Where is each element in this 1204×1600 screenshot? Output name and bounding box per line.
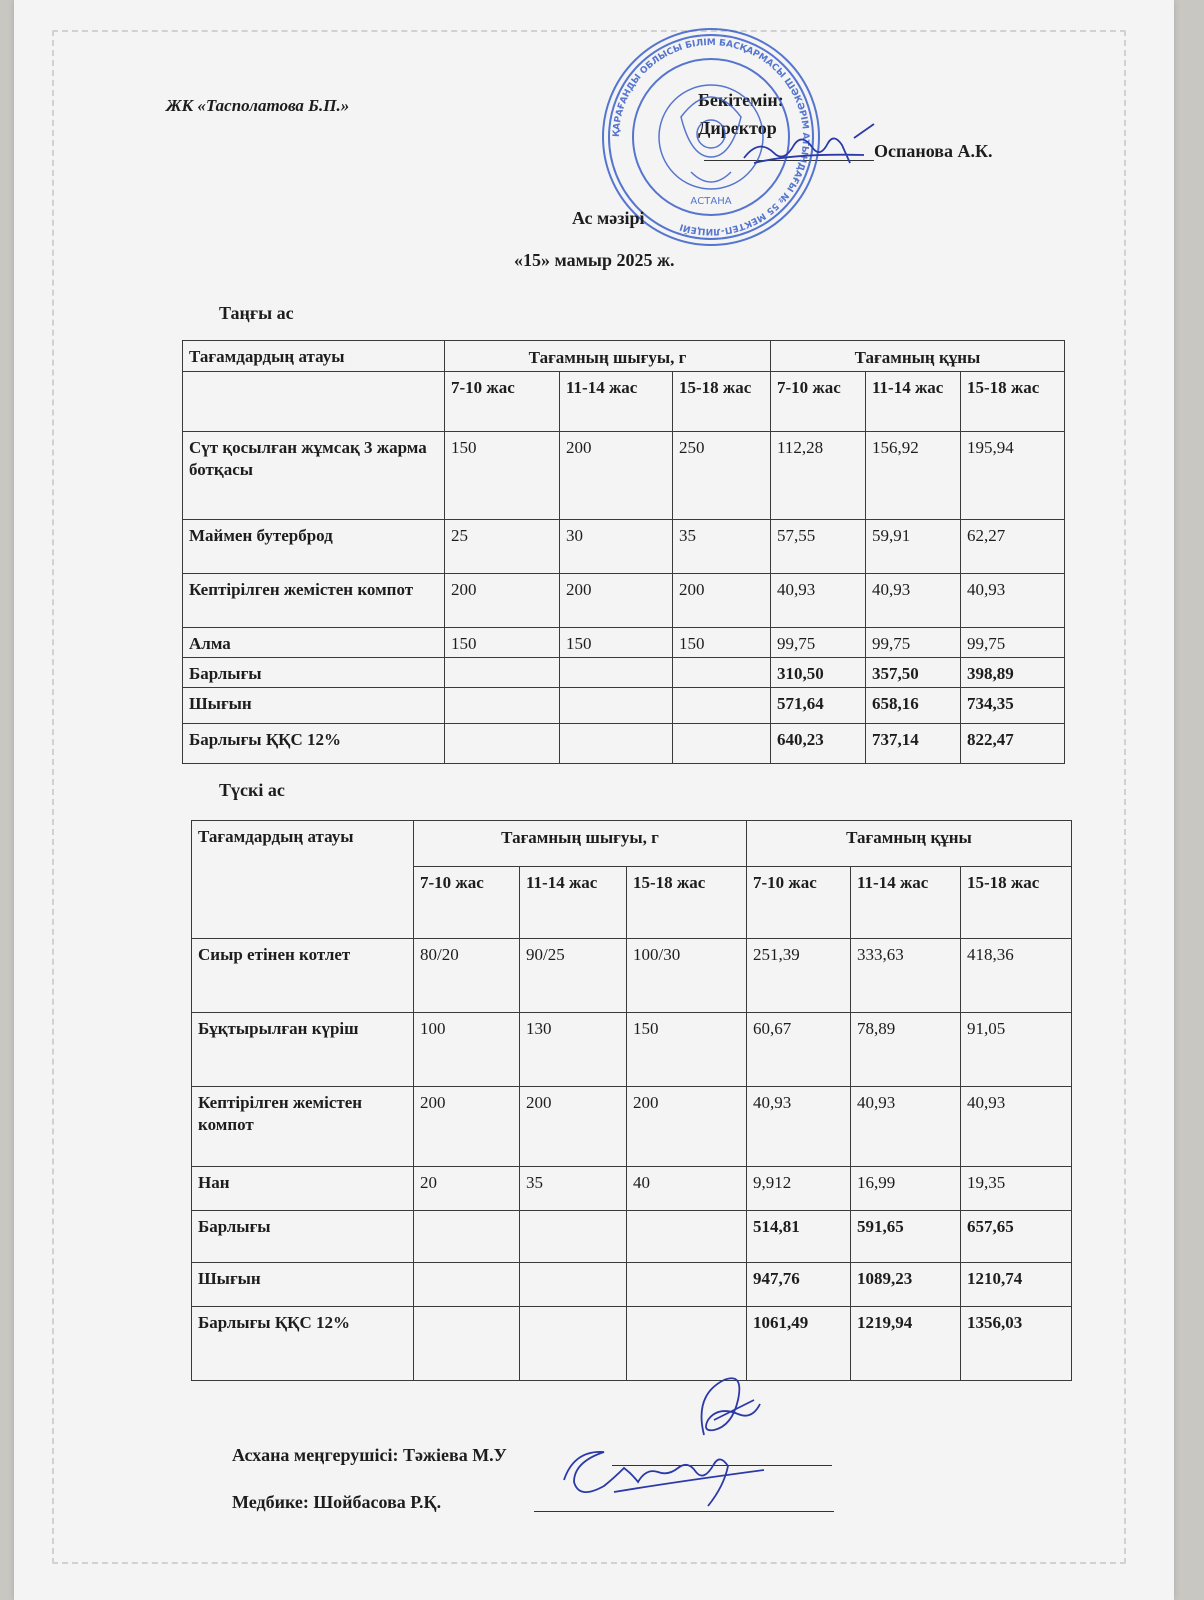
dish-name: Кептірілген жемістен компот (183, 574, 445, 628)
dish-name: Сүт қосылған жұмсақ 3 жарма ботқасы (183, 432, 445, 520)
total-cost-cell: 357,50 (866, 658, 961, 688)
total-cost-cell: 398,89 (961, 658, 1065, 688)
yield-cell: 150 (627, 1013, 747, 1087)
cost-cell: 59,91 (866, 520, 961, 574)
total-cost-cell: 737,14 (866, 724, 961, 764)
cost-cell: 40,93 (747, 1087, 851, 1167)
document-title: Ас мәзірі (572, 208, 645, 228)
cost-cell: 112,28 (771, 432, 866, 520)
cost-cell: 9,912 (747, 1167, 851, 1211)
header-age-cost: 11-14 жас (851, 867, 961, 939)
header-empty (183, 372, 445, 432)
total-row (192, 1211, 1072, 1263)
total-label: Шығын (192, 1263, 414, 1307)
total-cost-cell: 1219,94 (851, 1307, 961, 1381)
yield-cell: 30 (560, 520, 673, 574)
table-row (192, 1167, 1072, 1211)
cost-cell: 40,93 (866, 574, 961, 628)
cost-cell: 99,75 (866, 628, 961, 658)
approve-label: Бекітемін: (698, 90, 784, 110)
yield-cell: 200 (445, 574, 560, 628)
total-cost-cell: 1089,23 (851, 1263, 961, 1307)
cost-cell: 19,35 (961, 1167, 1072, 1211)
table-row (192, 939, 1072, 1013)
yield-cell: 200 (673, 574, 771, 628)
yield-cell: 200 (520, 1087, 627, 1167)
stamp-ring-text: ҚАРАҒАНДЫ ОБЛЫСЫ БІЛІМ БАСҚАРМАСЫ ШӘКӘРІМ АТЫНДАҒЫ № 55 МЕКТЕП-ЛИЦЕЙІ (611, 37, 811, 237)
nurse-label: Медбике: Шойбасова Р.Қ. (232, 1492, 442, 1512)
total-cost-cell: 734,35 (961, 688, 1065, 724)
table-row (183, 432, 1065, 520)
stamp-inner-text: АСТАНА (690, 196, 732, 207)
dish-name: Маймен бутерброд (183, 520, 445, 574)
yield-cell: 40 (627, 1167, 747, 1211)
table-row (183, 574, 1065, 628)
total-row (183, 688, 1065, 724)
yield-cell: 150 (560, 628, 673, 658)
header-dish-name: Тағамдардың атауы (192, 821, 414, 939)
lunch-table (191, 820, 1072, 1381)
kitchen-head-label: Асхана меңгерушісі: Тәжіева М.У (232, 1445, 507, 1465)
cost-cell: 251,39 (747, 939, 851, 1013)
header-cost: Тағамның құны (771, 341, 1065, 372)
yield-cell: 100 (414, 1013, 520, 1087)
header-yield: Тағамның шығуы, г (414, 821, 747, 867)
total-cost-cell: 640,23 (771, 724, 866, 764)
cost-cell: 40,93 (851, 1087, 961, 1167)
total-cost-cell: 310,50 (771, 658, 866, 688)
yield-cell: 200 (560, 574, 673, 628)
yield-cell: 80/20 (414, 939, 520, 1013)
yield-cell: 90/25 (520, 939, 627, 1013)
total-cost-cell: 1061,49 (747, 1307, 851, 1381)
header-age-cost: 7-10 жас (747, 867, 851, 939)
cost-cell: 418,36 (961, 939, 1072, 1013)
nurse-signature (554, 1440, 794, 1520)
cost-cell: 99,75 (961, 628, 1065, 658)
yield-cell: 130 (520, 1013, 627, 1087)
cost-cell: 60,67 (747, 1013, 851, 1087)
total-cost-cell: 1356,03 (961, 1307, 1072, 1381)
total-row (192, 1263, 1072, 1307)
total-label: Шығын (183, 688, 445, 724)
yield-cell: 150 (673, 628, 771, 658)
header-age-cost: 15-18 жас (961, 867, 1072, 939)
total-cost-cell: 658,16 (866, 688, 961, 724)
yield-cell: 250 (673, 432, 771, 520)
yield-cell: 100/30 (627, 939, 747, 1013)
header-age-yield: 7-10 жас (414, 867, 520, 939)
table-row (183, 520, 1065, 574)
total-cost-cell: 1210,74 (961, 1263, 1072, 1307)
breakfast-table (182, 340, 1065, 764)
yield-cell: 200 (414, 1087, 520, 1167)
header-age-cost: 15-18 жас (961, 372, 1065, 432)
total-row (183, 724, 1065, 764)
cost-cell: 333,63 (851, 939, 961, 1013)
yield-cell: 35 (520, 1167, 627, 1211)
document-sheet (14, 0, 1174, 1600)
yield-cell: 200 (627, 1087, 747, 1167)
cost-cell: 40,93 (771, 574, 866, 628)
header-yield: Тағамның шығуы, г (445, 341, 771, 372)
cost-cell: 195,94 (961, 432, 1065, 520)
yield-cell: 200 (560, 432, 673, 520)
cost-cell: 57,55 (771, 520, 866, 574)
total-row (192, 1307, 1072, 1381)
director-name: Оспанова А.К. (874, 141, 993, 161)
yield-cell: 25 (445, 520, 560, 574)
header-age-cost: 11-14 жас (866, 372, 961, 432)
header-cost: Тағамның құны (747, 821, 1072, 867)
cost-cell: 91,05 (961, 1013, 1072, 1087)
cost-cell: 99,75 (771, 628, 866, 658)
cost-cell: 156,92 (866, 432, 961, 520)
header-age-yield: 7-10 жас (445, 372, 560, 432)
director-label: Директор (698, 118, 777, 138)
dish-name: Сиыр етінен котлет (192, 939, 414, 1013)
total-label: Барлығы (192, 1211, 414, 1263)
cost-cell: 40,93 (961, 1087, 1072, 1167)
cost-cell: 40,93 (961, 574, 1065, 628)
total-label: Барлығы ҚҚС 12% (183, 724, 445, 764)
header-age-yield: 11-14 жас (520, 867, 627, 939)
yield-cell: 35 (673, 520, 771, 574)
director-signature (734, 118, 904, 178)
total-row (183, 658, 1065, 688)
header-age-cost: 7-10 жас (771, 372, 866, 432)
yield-cell: 20 (414, 1167, 520, 1211)
total-cost-cell: 571,64 (771, 688, 866, 724)
header-age-yield: 15-18 жас (627, 867, 747, 939)
kitchen-head-signature (674, 1370, 784, 1450)
dish-name: Кептірілген жемістен компот (192, 1087, 414, 1167)
dish-name: Нан (192, 1167, 414, 1211)
header-age-yield: 11-14 жас (560, 372, 673, 432)
breakfast-section-title: Таңғы ас (219, 303, 294, 323)
cost-cell: 78,89 (851, 1013, 961, 1087)
header-dish-name: Тағамдардың атауы (183, 341, 445, 372)
total-label: Барлығы (183, 658, 445, 688)
dish-name: Бұқтырылған күріш (192, 1013, 414, 1087)
document-date: «15» мамыр 2025 ж. (514, 250, 675, 270)
organization-name: ЖК «Тасполатова Б.П.» (166, 96, 350, 115)
yield-cell: 150 (445, 628, 560, 658)
total-label: Барлығы ҚҚС 12% (192, 1307, 414, 1381)
total-cost-cell: 591,65 (851, 1211, 961, 1263)
dish-name: Алма (183, 628, 445, 658)
table-row (192, 1087, 1072, 1167)
cost-cell: 62,27 (961, 520, 1065, 574)
cost-cell: 16,99 (851, 1167, 961, 1211)
yield-cell: 150 (445, 432, 560, 520)
total-cost-cell: 514,81 (747, 1211, 851, 1263)
total-cost-cell: 657,65 (961, 1211, 1072, 1263)
total-cost-cell: 822,47 (961, 724, 1065, 764)
table-row (192, 1013, 1072, 1087)
header-age-yield: 15-18 жас (673, 372, 771, 432)
lunch-section-title: Түскі ас (219, 780, 285, 800)
total-cost-cell: 947,76 (747, 1263, 851, 1307)
table-row (183, 628, 1065, 658)
